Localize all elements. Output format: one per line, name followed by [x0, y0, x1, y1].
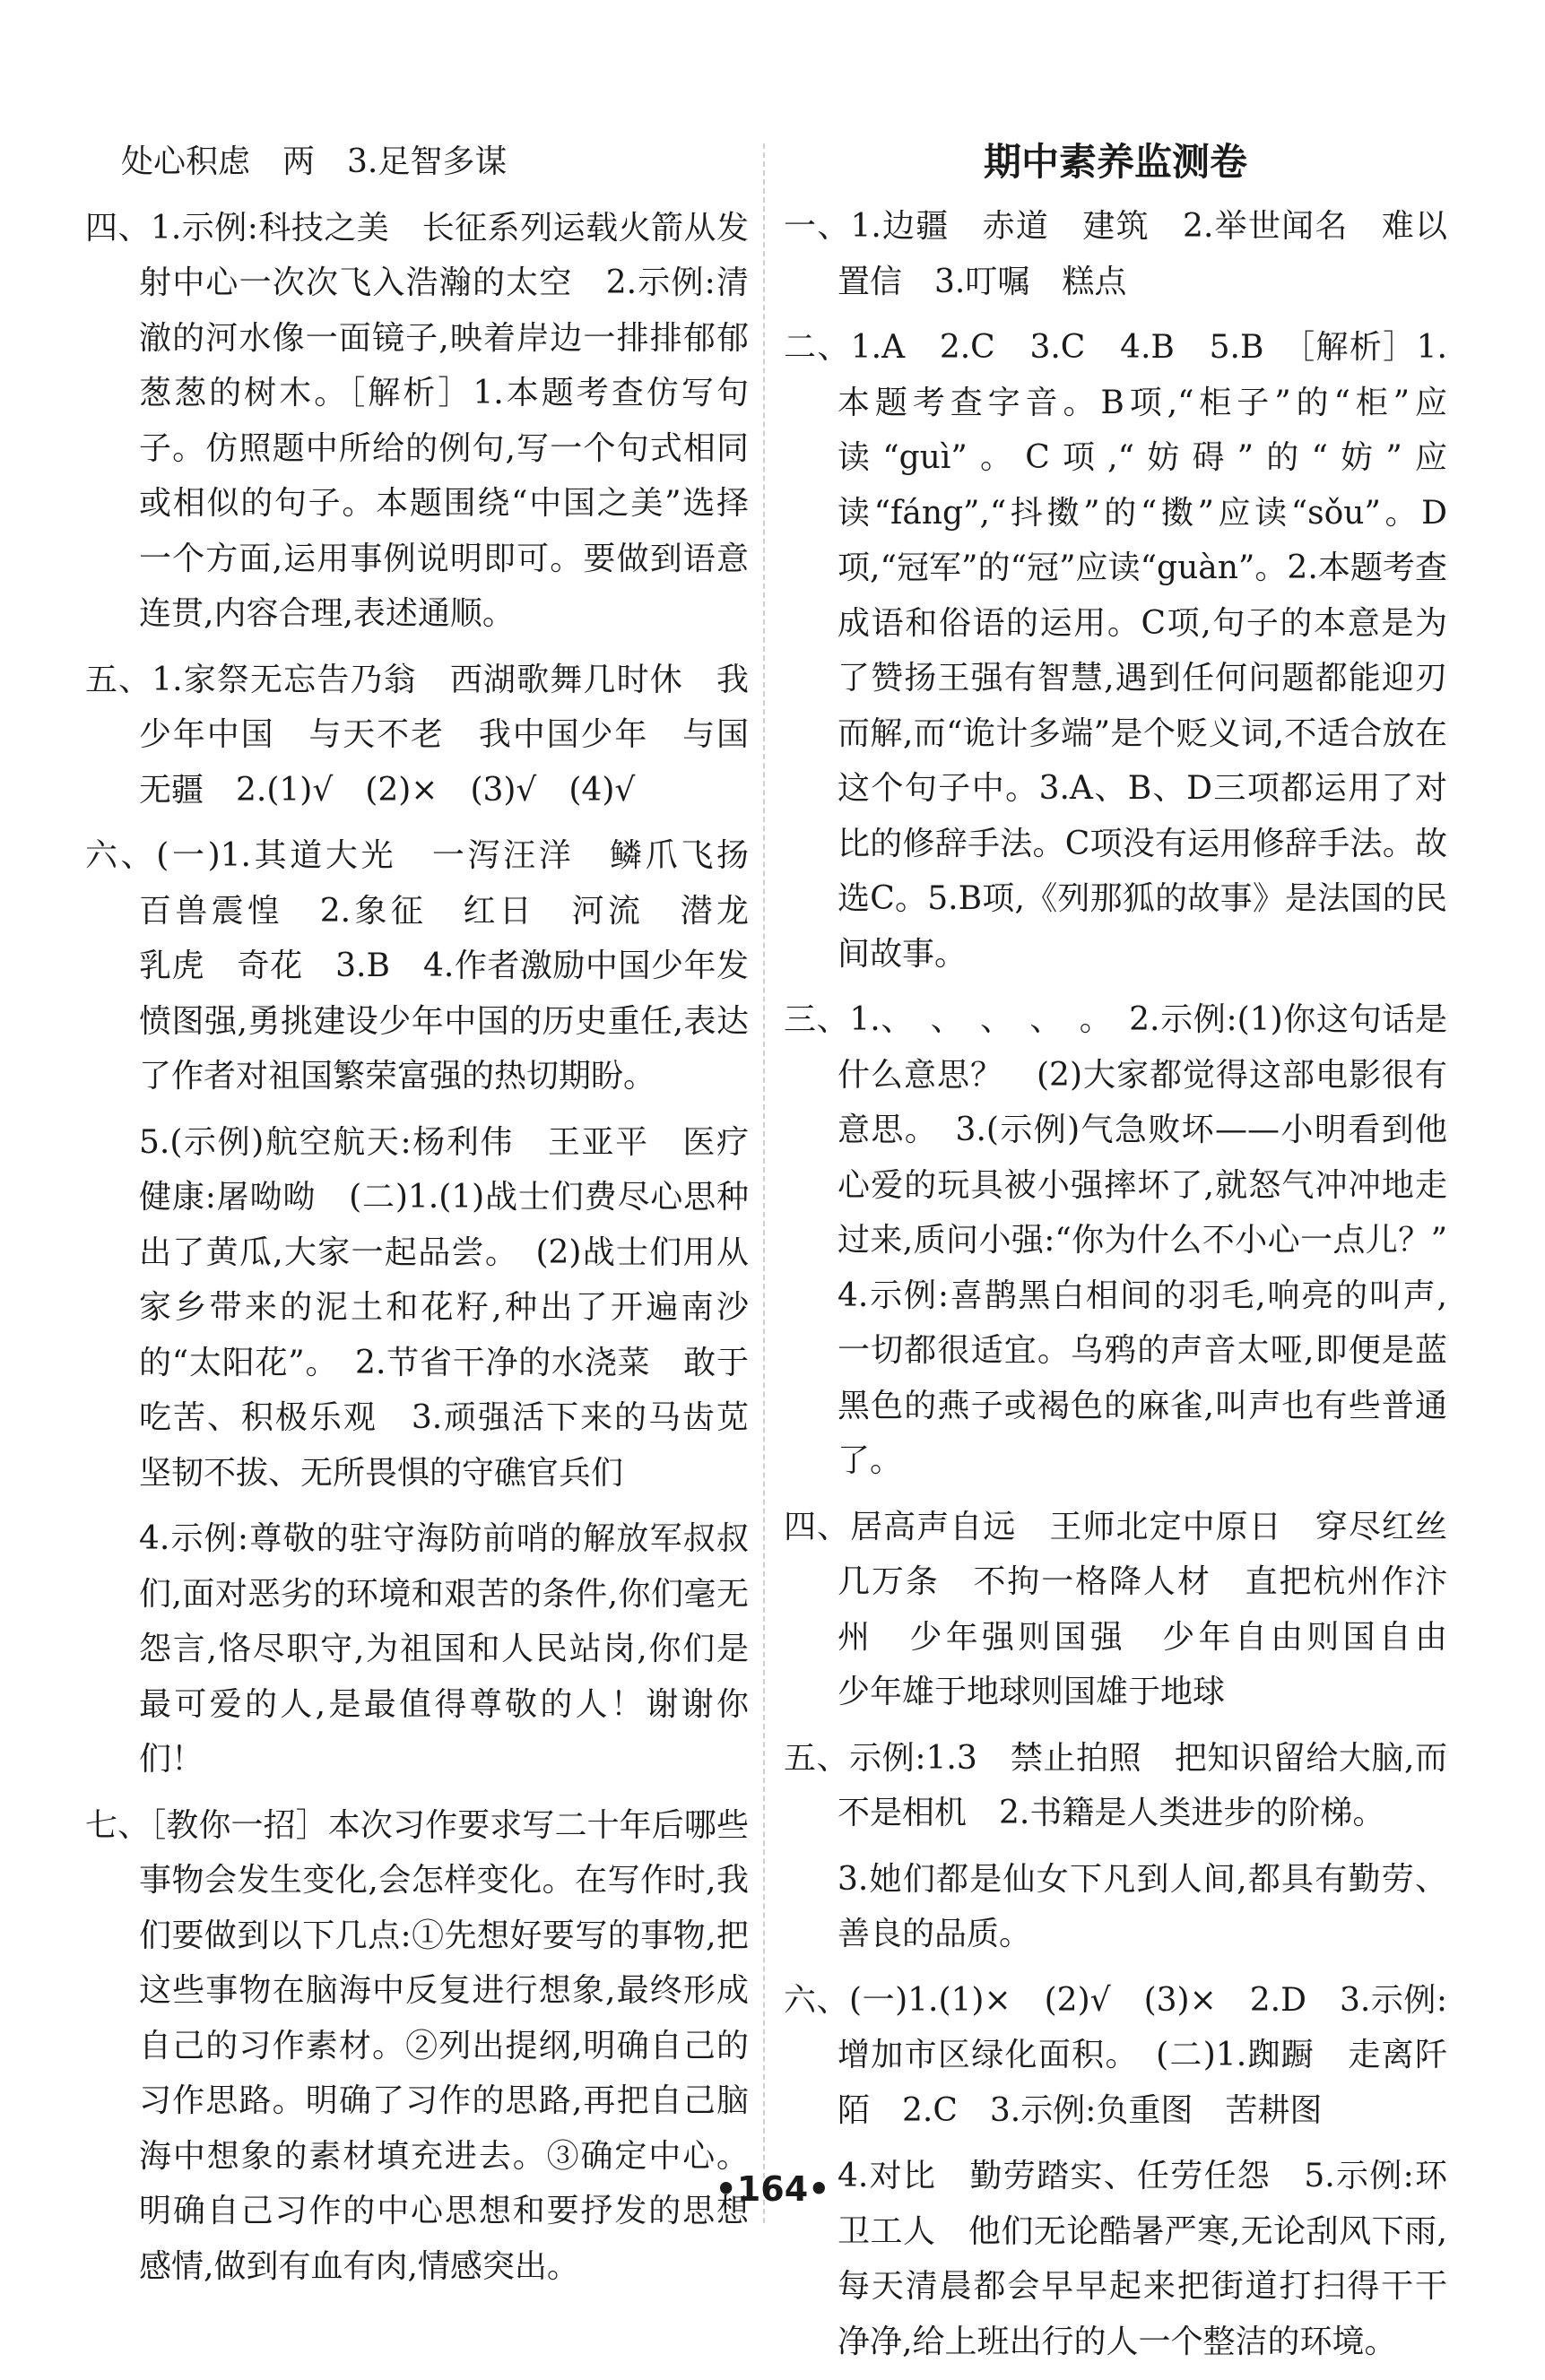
answer-section-6: 六、(一)1.其道大光 一泻汪洋 鳞爪飞扬 百兽震惶 2.象征 红日 河流 潜龙 乳虎 奇花 3.B 4.作者激励中国少年发愤图强,勇挑建设少年中国的历史重任,表达了作者对祖国繁荣富强的热切期盼。 — [85, 837, 782, 1095]
right-column — [784, 134, 1480, 2380]
answer-section-1: 一、1.边疆 赤道 建筑 2.举世闻名 难以置信 3.叮嘱 糕点 — [784, 208, 1447, 300]
answer-section-6-part-4: 4.示例:尊敬的驻守海防前哨的解放军叔叔们,面对恶劣的环境和艰苦的条件,你们毫无怨言,恪尽职守,为祖国和人民站岗,你们是最可爱的人,是最值得尊敬的人！谢谢你们！ — [139, 1520, 749, 1778]
answer-section-6-part-5: 5.(示例)航空航天:杨利伟 王亚平 医疗健康:屠呦呦 (二)1.(1)战士们费尽心思种出了黄瓜,大家一起品尝。 (2)战士们用从家乡带来的泥土和花籽,种出了开遍南沙的“太阳花”。 2.节省干净的水浇菜 敢于吃苦、积极乐观 3.顽强活下来的马齿苋 坚韧不拔、无所畏惧的守礁官兵们 — [139, 1123, 782, 1492]
answer-section-4: 四、1.示例:科技之美 长征系列运载火箭从发射中心一次次飞入浩瀚的太空 2.示例:清澈的河水像一面镜子,映着岸边一排排郁郁葱葱的树木。［解析］1.本题考查仿写句子。仿照题中所给的例句,写一个句式相同或相似的句子。本题围绕“中国之美”选择一个方面,运用事例说明即可。要做到语意连贯,内容合理,表述通顺。 — [85, 209, 749, 632]
answer-section-5: 五、1.家祭无忘告乃翁 西湖歌舞几时休 我少年中国 与天不老 我中国少年 与国无疆 2.(1)√ (2)× (3)√ (4)√ — [85, 661, 749, 809]
page-number: •164• — [715, 2169, 830, 2209]
answer-section-6: 六、(一)1.(1)× (2)√ (3)× 2.D 3.示例:增加市区绿化面积。 (二)1.踟蹰 走离阡陌 2.C 3.示例:负重图 苦耕图 — [784, 1981, 1447, 2129]
answer-block: 处心积虑 两 3.足智多谋 — [121, 143, 508, 180]
answer-section-5: 五、示例:1.3 禁止拍照 把知识留给大脑,而不是相机 2.书籍是人类进步的阶梯。 — [784, 1739, 1447, 1831]
exam-title: 期中素养监测卷 — [983, 140, 1247, 184]
answer-section-6-part-4: 4.对比 勤劳踏实、任劳任怨 5.示例:环卫工人 他们无论酷暑严寒,无论刮风下雨,每天清晨都会早早起来把街道打扫得干干净净,给上班出行的人一个整洁的环境。 — [838, 2158, 1447, 2360]
column-divider — [763, 143, 765, 2223]
answer-section-3: 三、1.、 、 、 、 。 2.示例:(1)你这句话是什么意思？ (2)大家都觉得这部电影很有意思。 3.(示例)气急败坏——小明看到他心爱的玩具被小强摔坏了,就怒气冲冲地走过来,质问小强:“你为什么不小心一点儿？” 4.示例:喜鹊黑白相间的羽毛,响亮的叫声,一切都很适宜。乌鸦的声音太哑,即便是蓝黑色的燕子或褐色的麻雀,叫声也有些普通了。 — [784, 1001, 1480, 1479]
answer-section-7: 七、［教你一招］本次习作要求写二十年后哪些事物会发生变化,会怎样变化。在写作时,我们要做到以下几点:①先想好要写的事物,把这些事物在脑海中反复进行想象,最终形成自己的习作素材。②列出提纲,明确自己的习作思路。明确了习作的思路,再把自己脑海中想象的素材填充进去。③确定中心。明确自己习作的中心思想和要抒发的思想感情,做到有血有肉,情感突出。 — [85, 1806, 749, 2285]
answer-section-2: 二、1.A 2.C 3.C 4.B 5.B ［解析］1.本题考查字音。B项,“柜子”的“柜”应读“guì”。C项,“妨碍”的“妨”应读“fáng”,“抖擞”的“擞”应读“sǒu”。D项,“冠军”的“冠”应读“guàn”。2.本题考查成语和俗语的运用。C项,句子的本意是为了赞扬王强有智慧,遇到任何问题都能迎刃而解,而“诡计多端”是个贬义词,不适合放在这个句子中。3.A、B、D三项都运用了对比的修辞手法。C项没有运用修辞手法。故选C。5.B项,《列那狐的故事》是法国的民间故事。 — [784, 329, 1447, 973]
answer-section-5-part-3: 3.她们都是仙女下凡到人间,都具有勤劳、善良的品质。 — [838, 1860, 1447, 1952]
answer-section-4: 四、居高声自远 王师北定中原日 穿尽红丝几万条 不拘一格降人材 直把杭州作汴州 少年强则国强 少年自由则国自由 少年雄于地球则国雄于地球 — [784, 1508, 1480, 1710]
